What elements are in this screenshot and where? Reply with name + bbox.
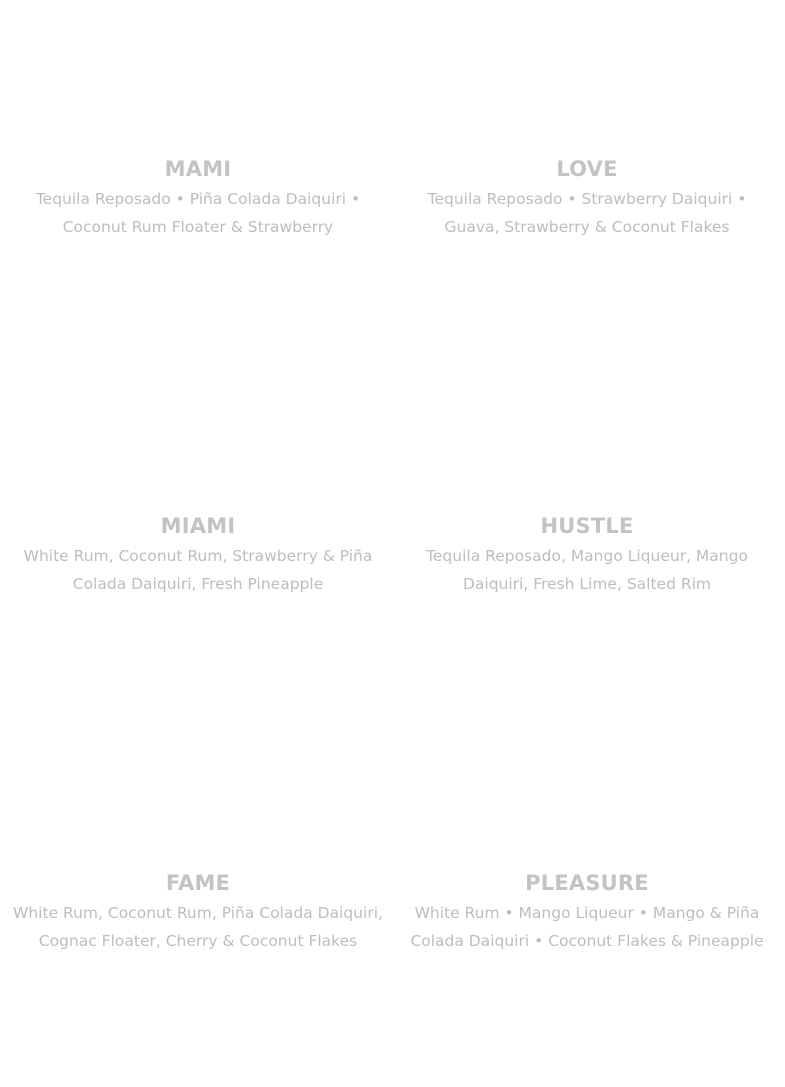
menu-item-title: PLEASURE <box>525 871 649 895</box>
menu-item-title: LOVE <box>556 157 618 181</box>
menu-item-ingredients: Tequila Reposado • Strawberry Daiquiri • Guava, Strawberry & Coconut Flakes <box>427 190 747 236</box>
menu-item-title: MAMI <box>164 157 232 181</box>
menu-item-ingredients: White Rum, Coconut Rum, Piña Colada Daiquiri, Cognac Floater, Cherry & Coconut Flakes <box>13 904 383 950</box>
menu-item-title: MIAMI <box>160 514 236 538</box>
menu-item-ingredients: White Rum, Coconut Rum, Strawberry & Piña Colada Daiquiri, Fresh Pineapple <box>23 547 373 593</box>
menu-item-ingredients: Tequila Reposado, Mango Liqueur, Mango Daiquiri, Fresh Lime, Salted Rim <box>426 547 748 593</box>
menu-item-fame <box>4 869 392 955</box>
menu-item-title: HUSTLE <box>540 514 634 538</box>
menu-item-hustle <box>393 512 781 598</box>
menu-item-title: FAME <box>165 871 231 895</box>
menu-item-miami <box>4 512 392 598</box>
menu-item-ingredients: Tequila Reposado • Piña Colada Daiquiri • Coconut Rum Floater & Strawberry <box>35 190 361 236</box>
menu-item-pleasure <box>393 869 781 955</box>
menu-item-love <box>393 155 781 241</box>
menu-item-ingredients: White Rum • Mango Liqueur • Mango & Piña Colada Daiquiri • Coconut Flakes & Pineapple <box>410 904 764 950</box>
menu-item-mami <box>4 155 392 241</box>
